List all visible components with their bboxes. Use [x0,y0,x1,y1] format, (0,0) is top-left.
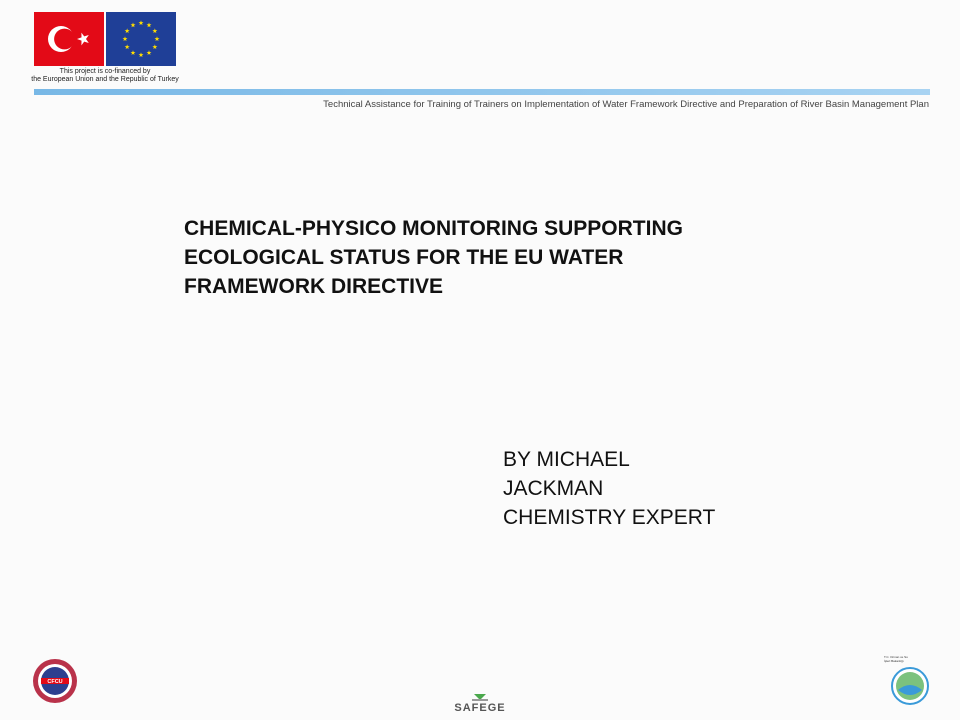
safege-label: SAFEGE [454,702,506,714]
ministry-logo-icon [884,656,932,706]
slide-title [184,214,784,301]
author-line-1: BY MICHAEL [503,448,630,471]
safege-logo-icon [444,690,516,718]
cofinance-note [30,68,180,84]
cfcu-logo-icon [32,658,78,704]
author-line-2: JACKMAN [503,477,604,500]
author-line-3: CHEMISTRY EXPERT [503,506,716,529]
title-line-2: ECOLOGICAL STATUS FOR THE EU WATER [184,246,624,269]
eu-flag-icon [106,12,176,66]
header-divider-bar [34,89,930,95]
ministry-caption: T.C. Orman ve Su İşleri Bakanlığı [884,655,908,663]
cfcu-label: CFCU [47,679,63,685]
title-line-3: FRAMEWORK DIRECTIVE [184,275,443,298]
project-title: Technical Assistance for Training of Trainers on Implementation of Water Framework Directive and Preparation of River Basin Management Plan [323,99,929,110]
title-line-1: CHEMICAL-PHYSICO MONITORING SUPPORTING [184,217,683,240]
author-block [503,445,803,532]
cofinance-line-1: This project is co-financed by [59,68,151,75]
cofinance-line-2: the European Union and the Republic of Turkey [31,76,179,83]
turkey-flag-icon [34,12,104,66]
